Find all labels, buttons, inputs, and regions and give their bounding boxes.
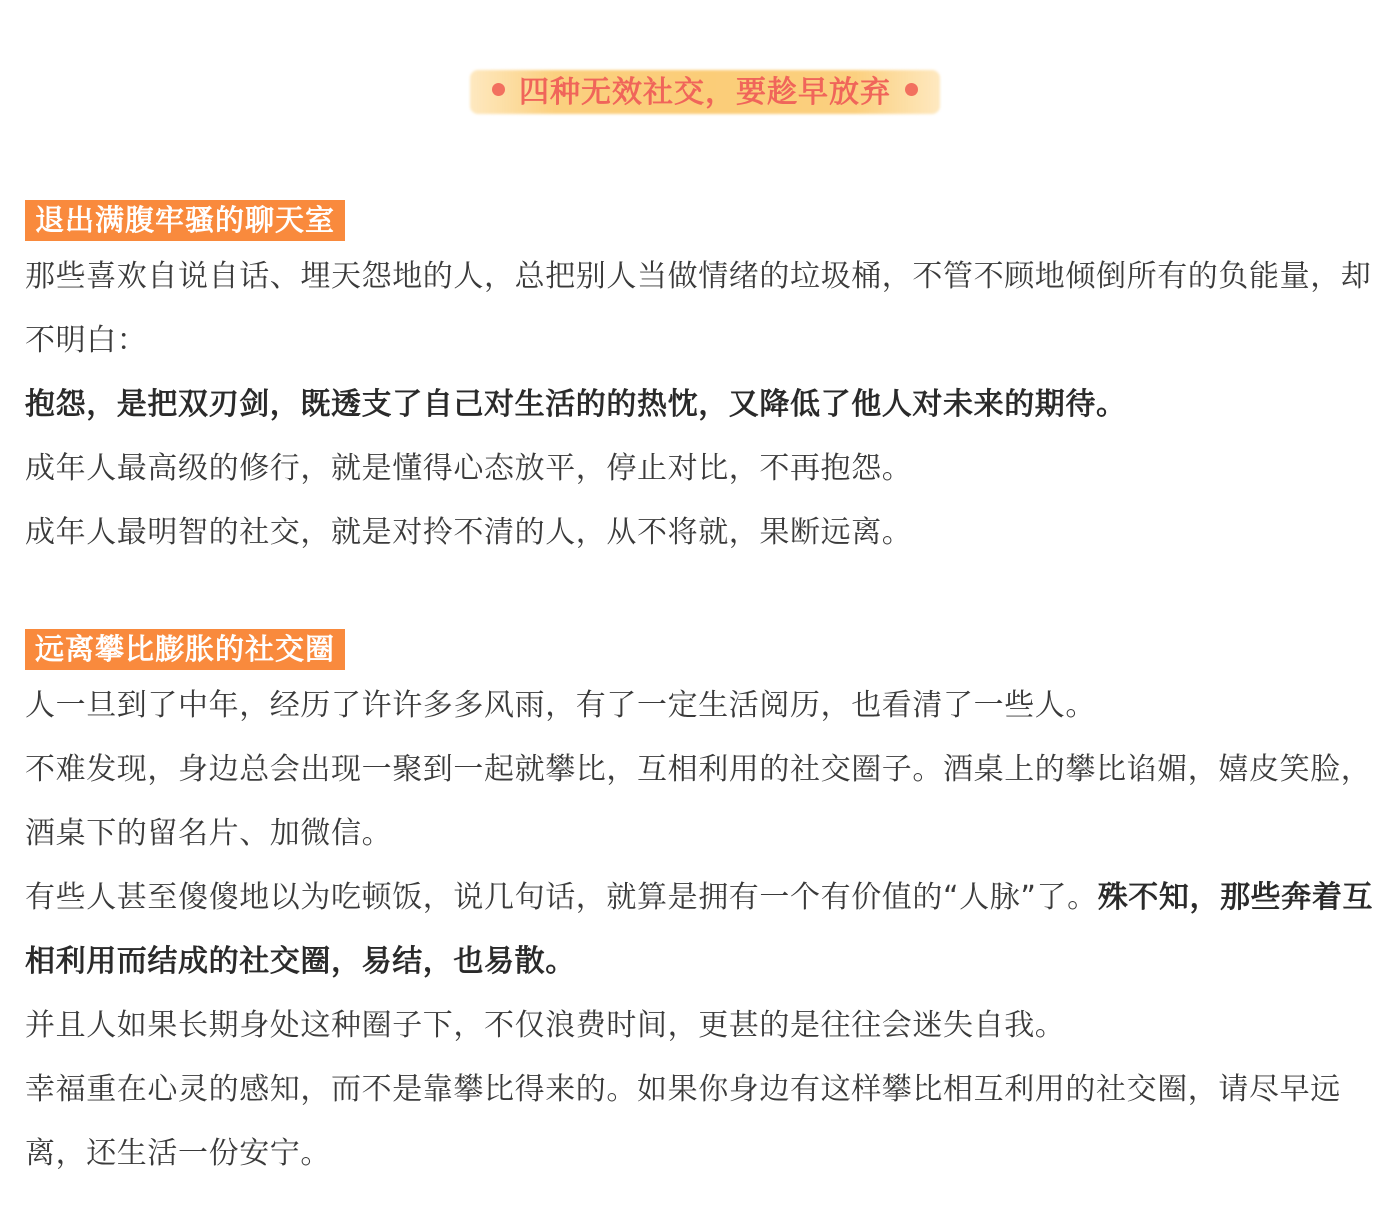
article-body (25, 200, 1380, 1186)
paragraph: 人一旦到了中年，经历了许许多多风雨，有了一定生活阅历，也看清了一些人。 (25, 688, 1096, 723)
paragraph-mixed (25, 866, 1380, 994)
paragraph: 成年人最高级的修行，就是懂得心态放平，停止对比，不再抱怨。 (25, 451, 913, 486)
paragraph: 成年人最明智的社交，就是对拎不清的人，从不将就，果断远离。 (25, 515, 913, 550)
section-spacer (25, 565, 1380, 629)
right-dot-icon (905, 83, 918, 96)
left-dot-icon (492, 83, 505, 96)
paragraph: 幸福重在心灵的感知，而不是靠攀比得来的。如果你身边有这样攀比相互利用的社交圈，请尽早远离，还生活一份安宁。 (25, 1072, 1341, 1171)
article-header-banner (460, 58, 950, 120)
section-2 (25, 629, 1380, 1186)
paragraph: 不难发现，身边总会出现一聚到一起就攀比，互相利用的社交圈子。酒桌上的攀比谄媚，嬉皮笑脸，酒桌下的留名片、加微信。 (25, 752, 1372, 851)
section-heading: 退出满腹牢骚的聊天室 (25, 200, 345, 241)
section-1 (25, 200, 1380, 565)
paragraph: 并且人如果长期身处这种圈子下，不仅浪费时间，更甚的是往往会迷失自我。 (25, 1008, 1066, 1043)
article-title: 四种无效社交，要趁早放弃 (519, 75, 891, 110)
paragraph-bold-text: 殊不知，那些奔着互相利用而结成的社交圈，易结，也易散。 (25, 880, 1374, 979)
section-heading: 远离攀比膨胀的社交圈 (25, 629, 345, 670)
paragraph-bold: 抱怨，是把双刃剑，既透支了自己对生活的的热忱，又降低了他人对未来的期待。 (25, 387, 1127, 422)
paragraph: 那些喜欢自说自话、埋天怨地的人，总把别人当做情绪的垃圾桶，不管不顾地倾倒所有的负能量，却不明白： (25, 259, 1372, 358)
paragraph-text: 有些人甚至傻傻地以为吃顿饭，说几句话，就算是拥有一个有价值的“人脉”了。 (25, 880, 1098, 915)
header-inner (492, 67, 918, 111)
